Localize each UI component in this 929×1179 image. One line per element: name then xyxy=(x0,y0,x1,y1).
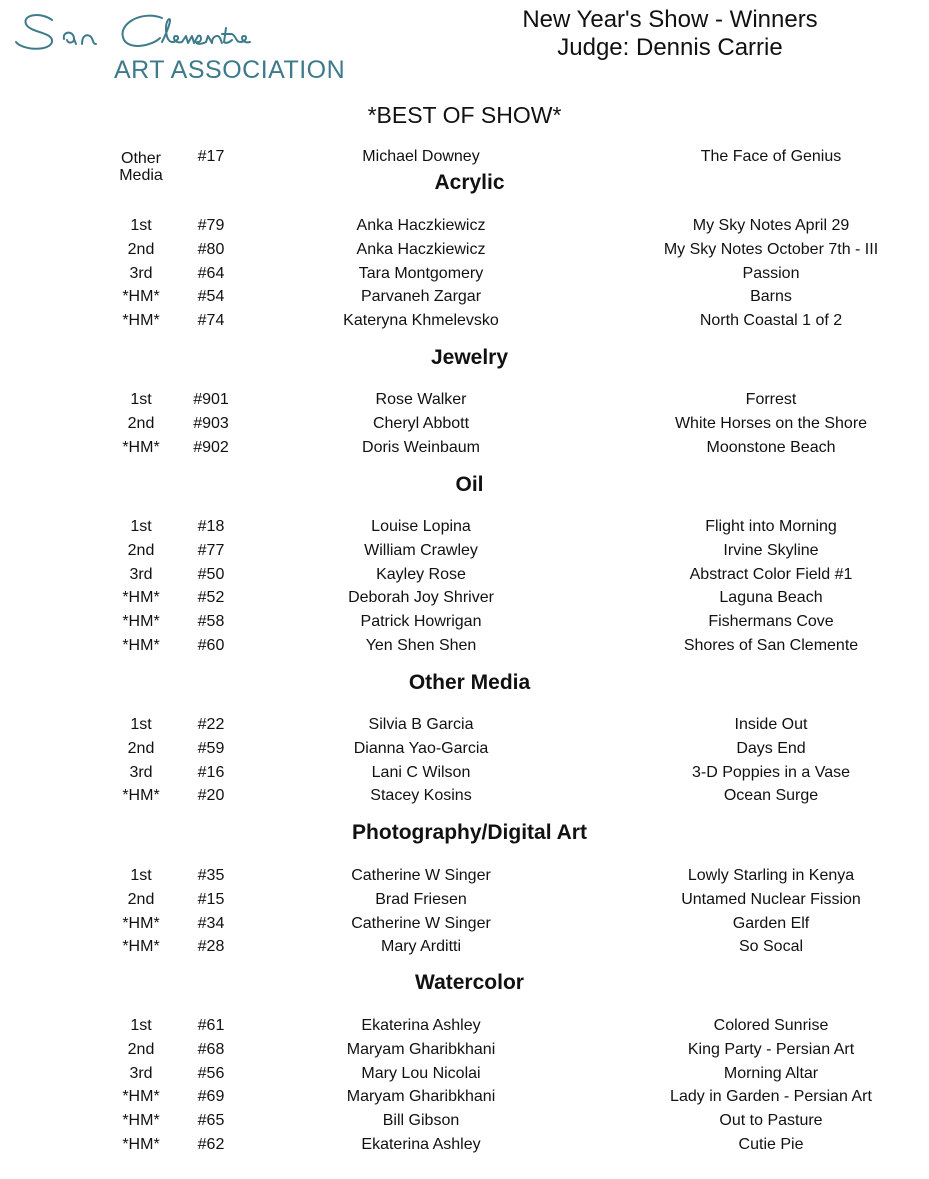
entry-number: #17 xyxy=(197,148,225,165)
award-entry-row xyxy=(0,288,929,310)
entry-artist: William Crawley xyxy=(364,541,478,559)
document-header xyxy=(470,6,870,62)
entry-number: #60 xyxy=(197,637,225,654)
entry-number: #80 xyxy=(197,240,225,258)
entry-artist: Kayley Rose xyxy=(376,565,466,583)
entry-place: *HM* xyxy=(122,787,160,805)
entry-place: 3rd xyxy=(129,565,153,583)
award-entry-row xyxy=(0,787,929,809)
entry-number: #903 xyxy=(193,414,229,432)
entry-title: Lady in Garden - Persian Art xyxy=(670,1088,872,1106)
entry-artist: Patrick Howrigan xyxy=(360,613,482,631)
section-heading: Jewelry xyxy=(430,346,509,369)
section-heading: Other Media xyxy=(408,671,531,694)
entry-artist: Cheryl Abbott xyxy=(372,414,470,432)
entry-title: Colored Sunrise xyxy=(713,1017,829,1034)
entry-artist: Doris Weinbaum xyxy=(362,438,480,456)
entry-title: Out to Pasture xyxy=(719,1112,823,1130)
entry-title: Irvine Skyline xyxy=(723,541,819,559)
entry-place: 1st xyxy=(130,518,152,535)
entry-place: *HM* xyxy=(122,938,160,956)
award-entry-row xyxy=(0,589,929,611)
entry-title: Untamed Nuclear Fission xyxy=(681,890,861,908)
entry-number: #20 xyxy=(197,787,225,805)
entry-artist: Catherine W Singer xyxy=(351,867,491,884)
entry-number: #15 xyxy=(197,890,225,908)
entry-place: 1st xyxy=(130,867,152,884)
entry-title: The Face of Genius xyxy=(700,148,842,165)
entry-title: Moonstone Beach xyxy=(706,438,836,456)
award-entry-row xyxy=(0,217,929,239)
entry-title: Laguna Beach xyxy=(719,589,823,607)
entry-place: 2nd xyxy=(127,890,155,908)
entry-number: #58 xyxy=(197,613,225,631)
entry-place: 1st xyxy=(130,391,152,408)
entry-number: #62 xyxy=(197,1136,225,1153)
entry-artist: Michael Downey xyxy=(362,148,480,165)
entry-number: #69 xyxy=(197,1088,225,1106)
entry-artist: Ekaterina Ashley xyxy=(361,1017,481,1034)
award-entry-row xyxy=(0,312,929,334)
entry-place: *HM* xyxy=(122,637,160,654)
entry-artist: Lani C Wilson xyxy=(371,763,471,781)
entry-place: *HM* xyxy=(122,438,160,456)
entry-artist: Yen Shen Shen xyxy=(365,637,477,654)
entry-title: My Sky Notes October 7th - III xyxy=(663,240,879,258)
award-entry-row xyxy=(0,1136,929,1158)
entry-artist: Dianna Yao-Garcia xyxy=(353,739,489,757)
entry-place: 1st xyxy=(130,716,152,733)
award-entry-row xyxy=(0,1041,929,1063)
entry-title: Lowly Starling in Kenya xyxy=(687,867,855,884)
entry-number: #52 xyxy=(197,589,225,607)
entry-number: #59 xyxy=(197,739,225,757)
entry-artist: Maryam Gharibkhani xyxy=(346,1088,496,1106)
section-heading: Photography/Digital Art xyxy=(352,821,587,844)
entry-place: *HM* xyxy=(122,312,160,330)
entry-title: Inside Out xyxy=(734,716,808,733)
award-entry-row xyxy=(0,637,929,659)
entry-number: #16 xyxy=(197,763,225,781)
entry-title: Morning Altar xyxy=(723,1064,819,1082)
entry-artist: Kateryna Khmelevsko xyxy=(343,312,499,330)
entry-number: #901 xyxy=(193,391,229,408)
award-entry-row xyxy=(0,740,929,762)
section-heading: Acrylic xyxy=(434,171,505,194)
logo-script-mark xyxy=(12,6,352,56)
entry-number: #34 xyxy=(197,914,225,932)
entry-number: #61 xyxy=(197,1017,225,1034)
entry-place: 2nd xyxy=(127,240,155,258)
entry-title: My Sky Notes April 29 xyxy=(692,217,850,234)
entry-place: *HM* xyxy=(122,589,160,607)
entry-artist: Bill Gibson xyxy=(382,1112,460,1130)
section-heading: Watercolor xyxy=(415,971,524,994)
entry-title: Shores of San Clemente xyxy=(683,637,859,654)
judge-line: Judge: Dennis Carrie xyxy=(557,34,783,61)
entry-place: 2nd xyxy=(127,541,155,559)
entry-title: So Socal xyxy=(738,938,804,956)
entry-title: Passion xyxy=(742,264,800,282)
entry-artist: Parvaneh Zargar xyxy=(360,288,482,306)
entry-place: *HM* xyxy=(122,1112,160,1130)
entry-number: #74 xyxy=(197,312,225,330)
entry-artist: Rose Walker xyxy=(375,391,467,408)
entry-number: #35 xyxy=(197,867,225,884)
logo-subtitle: ART ASSOCIATION xyxy=(114,56,346,84)
award-entry-row xyxy=(0,891,929,913)
entry-artist: Mary Arditti xyxy=(380,938,462,956)
entry-title: Abstract Color Field #1 xyxy=(689,565,853,583)
award-entry-row xyxy=(0,391,929,413)
entry-number: #50 xyxy=(197,565,225,583)
entry-artist: Louise Lopina xyxy=(371,518,471,535)
entry-artist: Brad Friesen xyxy=(375,890,467,908)
entry-title: Garden Elf xyxy=(732,914,810,932)
entry-place: 2nd xyxy=(127,414,155,432)
entry-title: North Coastal 1 of 2 xyxy=(699,312,843,330)
entry-artist: Stacey Kosins xyxy=(370,787,472,805)
entry-number: #18 xyxy=(197,518,225,535)
award-entry-row xyxy=(0,566,929,588)
award-entry-row xyxy=(0,867,929,889)
award-entry-row xyxy=(0,518,929,540)
entry-title: Days End xyxy=(736,739,806,757)
best-of-show-heading: *BEST OF SHOW* xyxy=(367,102,562,128)
entry-artist: Anka Haczkiewicz xyxy=(356,240,486,258)
association-logo xyxy=(12,6,352,84)
entry-title: Flight into Morning xyxy=(705,518,837,535)
entry-artist: Mary Lou Nicolai xyxy=(361,1064,481,1082)
show-title: New Year's Show - Winners xyxy=(522,6,818,33)
entry-number: #77 xyxy=(197,541,225,559)
entry-place: 1st xyxy=(130,217,152,234)
entry-artist: Catherine W Singer xyxy=(351,914,491,932)
entry-number: #56 xyxy=(197,1064,225,1082)
entry-place: *HM* xyxy=(122,1088,160,1106)
entry-place: 3rd xyxy=(129,1064,153,1082)
entry-artist: Deborah Joy Shriver xyxy=(348,589,494,607)
entry-artist: Maryam Gharibkhani xyxy=(346,1040,496,1058)
award-entry-row xyxy=(0,915,929,937)
award-entry-row xyxy=(0,265,929,287)
entry-title: Cutie Pie xyxy=(738,1136,804,1153)
entry-number: #28 xyxy=(197,938,225,956)
entry-number: #22 xyxy=(197,716,225,733)
entry-place: *HM* xyxy=(122,1136,160,1153)
entry-title: Barns xyxy=(750,288,792,306)
section-heading: Oil xyxy=(455,473,484,496)
award-entry-row xyxy=(0,1065,929,1087)
entry-place: 3rd xyxy=(129,763,153,781)
entry-artist: Anka Haczkiewicz xyxy=(356,217,486,234)
award-entry-row xyxy=(0,716,929,738)
entry-title: 3-D Poppies in a Vase xyxy=(691,763,851,781)
entry-number: #54 xyxy=(197,288,225,306)
entry-place-line1: Other xyxy=(120,150,162,167)
award-entry-row xyxy=(0,542,929,564)
entry-title: Forrest xyxy=(745,391,797,408)
entry-artist: Silvia B Garcia xyxy=(368,716,474,733)
entry-number: #902 xyxy=(193,438,229,456)
entry-place: *HM* xyxy=(122,288,160,306)
award-entry-row xyxy=(0,1088,929,1110)
entry-place: *HM* xyxy=(122,914,160,932)
entry-artist: Tara Montgomery xyxy=(358,264,484,282)
entry-place-line2: Media xyxy=(119,167,163,184)
entry-title: King Party - Persian Art xyxy=(687,1040,855,1058)
award-entry-row xyxy=(0,1112,929,1134)
entry-place: 2nd xyxy=(127,739,155,757)
entry-title: White Horses on the Shore xyxy=(674,414,868,432)
award-entry-row xyxy=(0,613,929,635)
award-entry-row xyxy=(0,241,929,263)
entry-number: #65 xyxy=(197,1112,225,1130)
entry-number: #68 xyxy=(197,1040,225,1058)
award-entry-row xyxy=(0,415,929,437)
entry-number: #64 xyxy=(197,264,225,282)
award-entry-row xyxy=(0,764,929,786)
award-entry-row xyxy=(0,1017,929,1039)
entry-artist: Ekaterina Ashley xyxy=(361,1136,481,1153)
entry-place: 1st xyxy=(130,1017,152,1034)
entry-place: *HM* xyxy=(122,613,160,631)
entry-title: Ocean Surge xyxy=(723,787,819,805)
award-entry-row xyxy=(0,439,929,461)
entry-title: Fishermans Cove xyxy=(708,613,834,631)
entry-place: 3rd xyxy=(129,264,153,282)
entry-place: 2nd xyxy=(127,1040,155,1058)
award-entry-row xyxy=(0,938,929,960)
entry-number: #79 xyxy=(197,217,225,234)
